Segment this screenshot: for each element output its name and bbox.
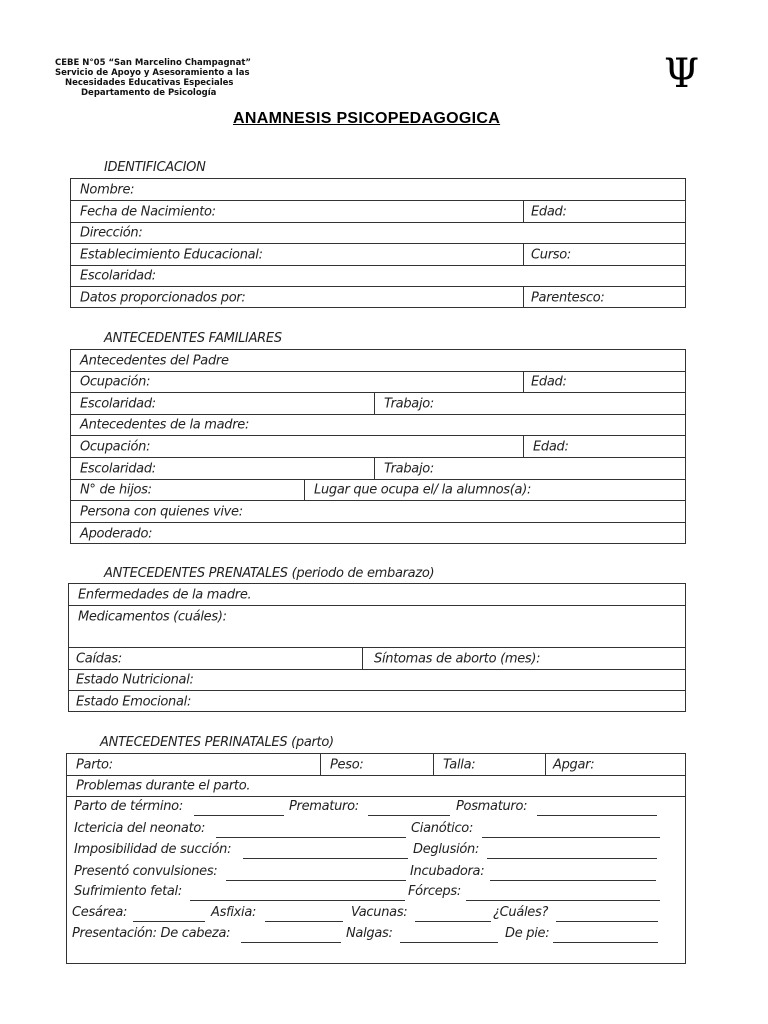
divider (523, 201, 524, 222)
blank-prematuro[interactable] (368, 815, 450, 816)
institution-name: CEBE N°05 “San Marcelino Champagnat” (55, 58, 251, 68)
row-direccion[interactable] (71, 223, 685, 244)
label-sintomas-aborto: Síntomas de aborto (mes): (374, 651, 541, 666)
blank-cuales[interactable] (556, 921, 658, 922)
label-convulsiones: Presentó convulsiones: (74, 864, 218, 879)
blank-forceps[interactable] (466, 900, 660, 901)
label-deglucion: Deglusión: (413, 842, 480, 857)
row-emocional[interactable] (69, 691, 685, 712)
label-parentesco: Parentesco: (531, 290, 605, 305)
identificacion-table (70, 178, 686, 308)
label-trabajo-padre: Trabajo: (384, 396, 435, 411)
label-presentacion-cabeza: Presentación: De cabeza: (72, 926, 231, 941)
label-problemas-parto: Problemas durante el parto. (76, 778, 251, 794)
divider (320, 754, 321, 775)
familiares-table (70, 349, 686, 544)
blank-convulsiones[interactable] (226, 880, 406, 881)
label-persona-vive: Persona con quienes vive: (80, 504, 243, 519)
institution-header (55, 58, 251, 98)
label-estado-emocional: Estado Emocional: (76, 694, 192, 709)
row-establecimiento[interactable] (71, 244, 685, 266)
label-apoderado: Apoderado: (80, 526, 153, 541)
label-escolaridad: Escolaridad: (80, 268, 156, 284)
label-direccion: Dirección: (80, 225, 143, 241)
row-antecedentes-padre[interactable] (71, 350, 685, 372)
label-edad: Edad: (531, 204, 567, 219)
label-prematuro: Prematuro: (289, 799, 359, 814)
blank-de-pie[interactable] (553, 942, 658, 943)
divider (433, 754, 434, 775)
label-posmaturo: Posmaturo: (456, 799, 528, 814)
psi-logo-icon: Ψ (664, 51, 700, 97)
divider (374, 458, 375, 479)
blank-posmaturo[interactable] (537, 815, 657, 816)
label-de-pie: De pie: (505, 926, 550, 941)
label-caidas: Caídas: (76, 651, 122, 666)
blank-incubadora[interactable] (490, 880, 656, 881)
label-ocupacion-padre: Ocupación: (80, 374, 151, 390)
label-establecimiento: Establecimiento Educacional: (80, 247, 263, 262)
row-nutricional[interactable] (69, 670, 685, 691)
department-name: Departamento de Psicología (81, 88, 217, 98)
row-enfermedades[interactable] (69, 584, 685, 606)
blank-nalgas[interactable] (400, 942, 498, 943)
label-lugar-alumno: Lugar que ocupa el/ la alumnos(a): (314, 482, 532, 498)
label-parto-termino: Parto de término: (74, 799, 183, 814)
divider (523, 244, 524, 265)
row-antecedentes-madre[interactable] (71, 415, 685, 436)
service-name: Servicio de Apoyo y Asesoramiento a las (55, 68, 250, 78)
label-escolaridad-madre: Escolaridad: (80, 461, 156, 476)
divider (374, 393, 375, 414)
label-estado-nutricional: Estado Nutricional: (76, 672, 194, 688)
section-heading-familiares: ANTECEDENTES FAMILIARES (104, 331, 282, 346)
label-fecha-nacimiento: Fecha de Nacimiento: (80, 204, 216, 219)
section-heading-perinatales: ANTECEDENTES PERINATALES (parto) (100, 735, 334, 750)
label-cuales: ¿Cuáles? (493, 905, 549, 920)
label-antecedentes-madre: Antecedentes de la madre: (80, 417, 250, 433)
blank-presentacion-cabeza[interactable] (241, 942, 341, 943)
row-nombre[interactable] (71, 179, 685, 201)
label-cesarea: Cesárea: (72, 905, 128, 920)
divider (523, 287, 524, 308)
label-cianotico: Cianótico: (411, 821, 474, 836)
label-edad-madre: Edad: (533, 439, 569, 454)
blank-parto-termino[interactable] (194, 815, 284, 816)
blank-ictericia[interactable] (216, 837, 406, 838)
row-medicamentos[interactable] (69, 606, 685, 648)
label-incubadora: Incubadora: (410, 864, 485, 879)
row-apoderado[interactable] (71, 523, 685, 544)
row-ocupacion-padre[interactable] (71, 372, 685, 393)
row-parto[interactable] (67, 754, 685, 776)
blank-deglucion[interactable] (487, 858, 657, 859)
blank-asfixia[interactable] (265, 921, 343, 922)
divider (523, 372, 524, 392)
label-sufrimiento-fetal: Sufrimiento fetal: (74, 884, 182, 899)
label-vacunas: Vacunas: (351, 905, 408, 920)
row-persona-vive[interactable] (71, 501, 685, 523)
section-heading-prenatales: ANTECEDENTES PRENATALES (periodo de embarazo) (104, 566, 435, 581)
row-datos[interactable] (71, 287, 685, 308)
label-edad-padre: Edad: (531, 374, 567, 390)
label-peso: Peso: (330, 757, 364, 772)
blank-cesarea[interactable] (133, 921, 205, 922)
page-title: ANAMNESIS PSICOPEDAGOGICA (233, 110, 501, 127)
divider (304, 480, 305, 500)
prenatales-table (68, 583, 686, 712)
label-apgar: Apgar: (553, 757, 595, 772)
service-name-cont: Necesidades Educativas Especiales (65, 78, 234, 88)
label-antecedentes-padre: Antecedentes del Padre (80, 353, 229, 368)
label-ictericia: Ictericia del neonato: (74, 821, 206, 836)
label-curso: Curso: (531, 247, 571, 262)
row-escolaridad-madre[interactable] (71, 458, 685, 480)
row-fecha[interactable] (71, 201, 685, 223)
row-caidas[interactable] (69, 648, 685, 670)
label-datos-proporcionados: Datos proporcionados por: (80, 290, 246, 305)
blank-sufrimiento-fetal[interactable] (190, 900, 405, 901)
row-escolaridad[interactable] (71, 266, 685, 287)
row-ocupacion-madre[interactable] (71, 436, 685, 458)
row-problemas[interactable] (67, 776, 685, 797)
label-medicamentos: Medicamentos (cuáles): (78, 609, 227, 625)
divider (545, 754, 546, 775)
blank-vacunas[interactable] (415, 921, 491, 922)
label-enfermedades-madre: Enfermedades de la madre. (78, 587, 252, 602)
blank-imposibilidad-succion[interactable] (243, 858, 408, 859)
label-imposibilidad-succion: Imposibilidad de succión: (74, 842, 232, 857)
row-escolaridad-padre[interactable] (71, 393, 685, 415)
blank-cianotico[interactable] (482, 837, 660, 838)
label-talla: Talla: (443, 757, 476, 772)
label-ocupacion-madre: Ocupación: (80, 439, 151, 454)
label-parto: Parto: (76, 757, 113, 772)
divider (523, 436, 524, 457)
label-asfixia: Asfixia: (211, 905, 257, 920)
label-nombre: Nombre: (80, 182, 135, 197)
label-nalgas: Nalgas: (346, 926, 393, 941)
divider (362, 648, 363, 669)
label-escolaridad-padre: Escolaridad: (80, 396, 156, 411)
label-forceps: Fórceps: (408, 884, 461, 899)
section-heading-identificacion: IDENTIFICACION (104, 160, 206, 175)
label-numero-hijos: N° de hijos: (80, 482, 152, 498)
row-hijos[interactable] (71, 480, 685, 501)
label-trabajo-madre: Trabajo: (384, 461, 435, 476)
